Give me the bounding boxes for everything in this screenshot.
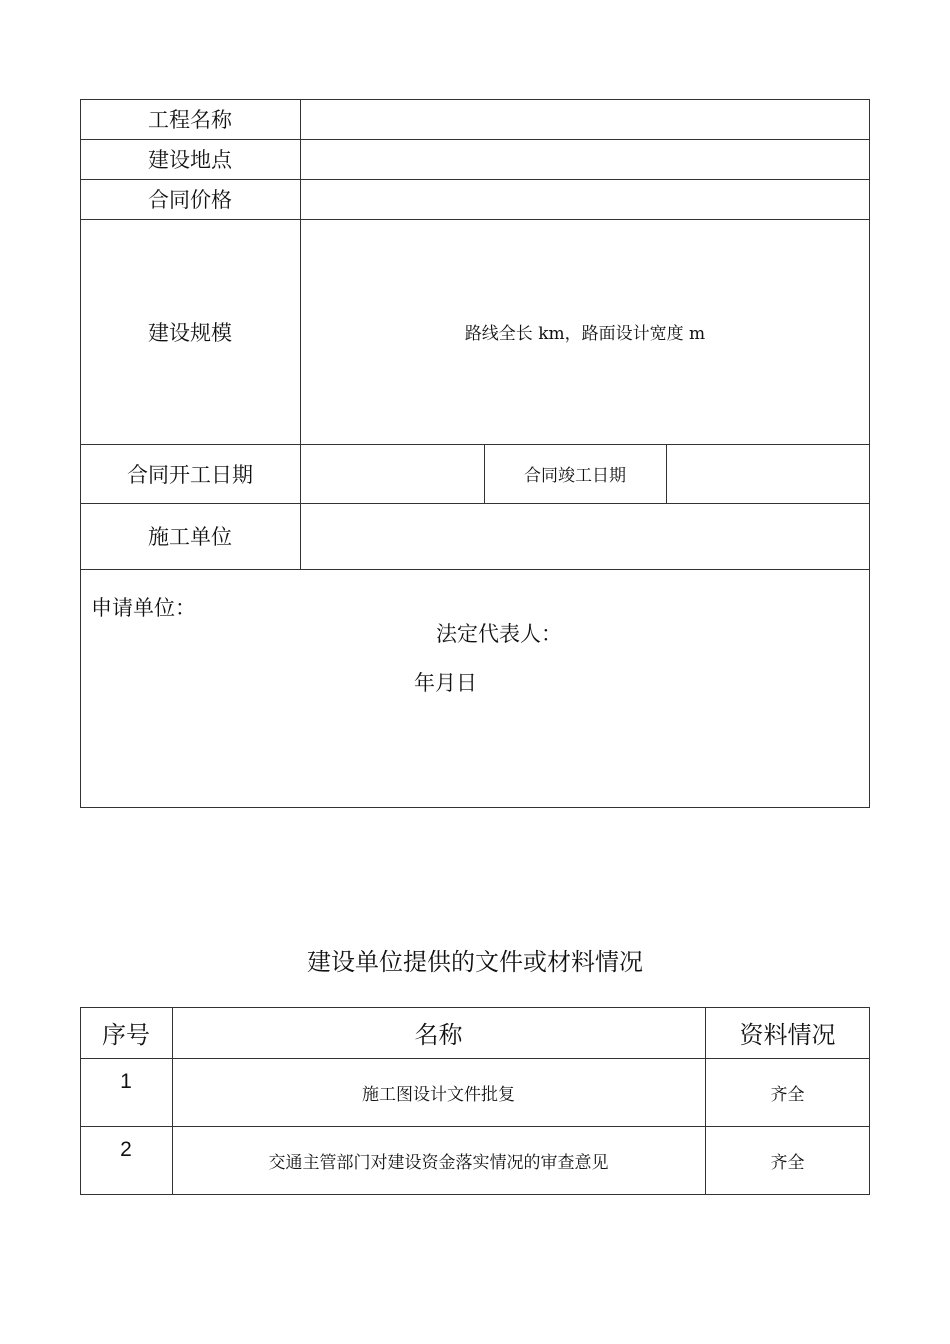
header-serial-number: 序号 xyxy=(102,1021,150,1049)
materials-section-title: 建设单位提供的文件或材料情况 xyxy=(307,948,643,976)
row-document-name: 交通主管部门对建设资金落实情况的审查意见 xyxy=(268,1152,609,1173)
form-row-divider xyxy=(80,569,870,570)
contract-end-date-label: 合同竣工日期 xyxy=(524,466,626,486)
header-document-name: 名称 xyxy=(414,1021,463,1049)
row-serial-number: 2 xyxy=(120,1138,132,1161)
location-label: 建设地点 xyxy=(148,148,232,172)
header-material-status: 资料情况 xyxy=(739,1021,836,1049)
form-border-right xyxy=(869,99,870,807)
project-name-label: 工程名称 xyxy=(148,108,232,132)
signature-date-label: 年月日 xyxy=(414,671,477,695)
legal-representative-label: 法定代表人： xyxy=(436,622,562,646)
contract-start-date-field[interactable] xyxy=(301,445,484,503)
form-border-bottom xyxy=(80,807,870,808)
applicant-unit-label: 申请单位： xyxy=(91,596,196,620)
construction-scale-value: 路线全长 km，路面设计宽度 m xyxy=(464,324,706,344)
materials-border-bottom xyxy=(80,1194,870,1195)
row-serial-number: 1 xyxy=(120,1070,132,1093)
construction-scale-label: 建设规模 xyxy=(148,320,232,345)
row-material-status: 齐全 xyxy=(770,1152,805,1173)
contract-price-field[interactable] xyxy=(301,180,869,219)
contractor-field[interactable] xyxy=(301,504,869,569)
location-field[interactable] xyxy=(301,140,869,179)
contract-start-date-label: 合同开工日期 xyxy=(127,462,253,487)
contractor-label: 施工单位 xyxy=(148,525,232,549)
project-name-field[interactable] xyxy=(301,100,869,139)
row-document-name: 施工图设计文件批复 xyxy=(362,1084,515,1105)
contract-price-label: 合同价格 xyxy=(148,188,232,212)
contract-end-date-field[interactable] xyxy=(667,445,869,503)
row-material-status: 齐全 xyxy=(770,1084,805,1105)
